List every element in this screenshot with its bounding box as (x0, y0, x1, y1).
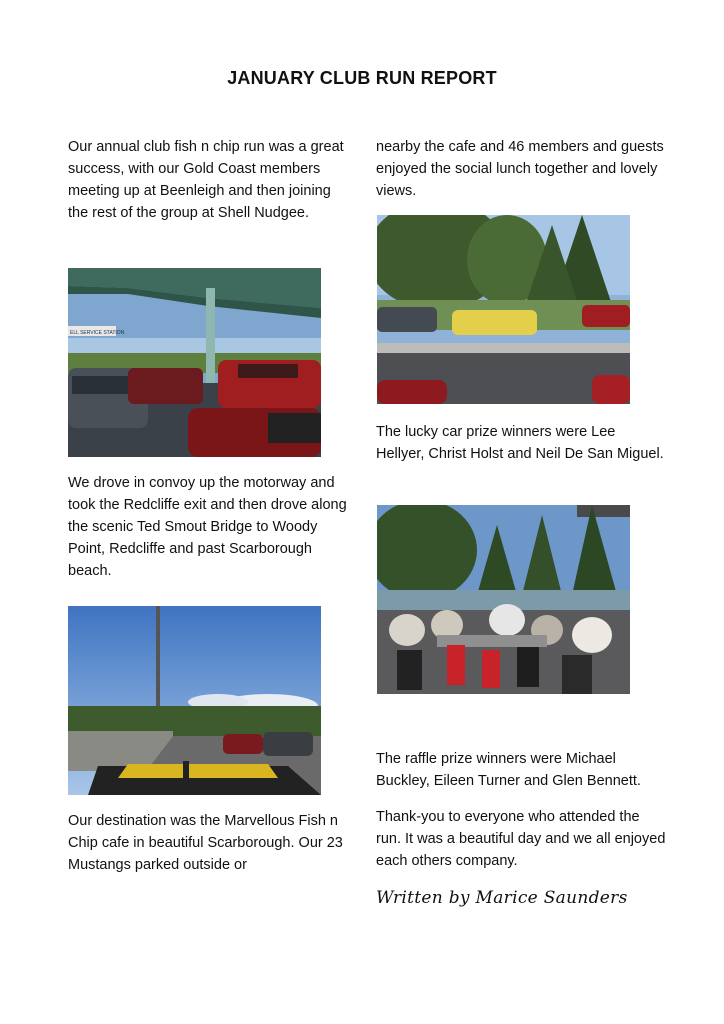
page-title: JANUARY CLUB RUN REPORT (227, 68, 497, 88)
author-signature: Written by Marice Saunders (376, 888, 628, 908)
destination-paragraph: Our destination was the Marvellous Fish n Chip cafe in beautiful Scarborough. Our 23 Mustangs parked outside or (68, 813, 343, 873)
photo-service-station-meetup (68, 268, 321, 457)
convoy-paragraph: We drove in convoy up the motorway and took the Redcliffe exit and then drove along the scenic Ted Smout Bridge to Woody Point, Redcliffe and past Scarborough beach. (68, 475, 347, 579)
photo-mustangs-parked (377, 215, 630, 404)
lunch-paragraph: nearby the cafe and 46 members and guests enjoyed the social lunch together and lovely views. (376, 139, 664, 199)
raffle-paragraph: The raffle prize winners were Michael Buckley, Eileen Turner and Glen Bennett. (376, 751, 641, 789)
photo1-sign-text: ELL SERVICE STATION (70, 330, 125, 336)
thanks-paragraph: Thank-you to everyone who attended the run. It was a beautiful day and we all enjoyed each others company. (376, 809, 666, 869)
photo-convoy-road (68, 606, 321, 795)
car-prize-paragraph: The lucky car prize winners were Lee Hellyer, Christ Holst and Neil De San Miguel. (376, 424, 664, 462)
intro-paragraph: Our annual club fish n chip run was a great success, with our Gold Coast members meeting up at Beenleigh and then joining the rest of the group at Shell Nudgee. (68, 139, 344, 221)
photo-members-lunch (377, 505, 630, 694)
